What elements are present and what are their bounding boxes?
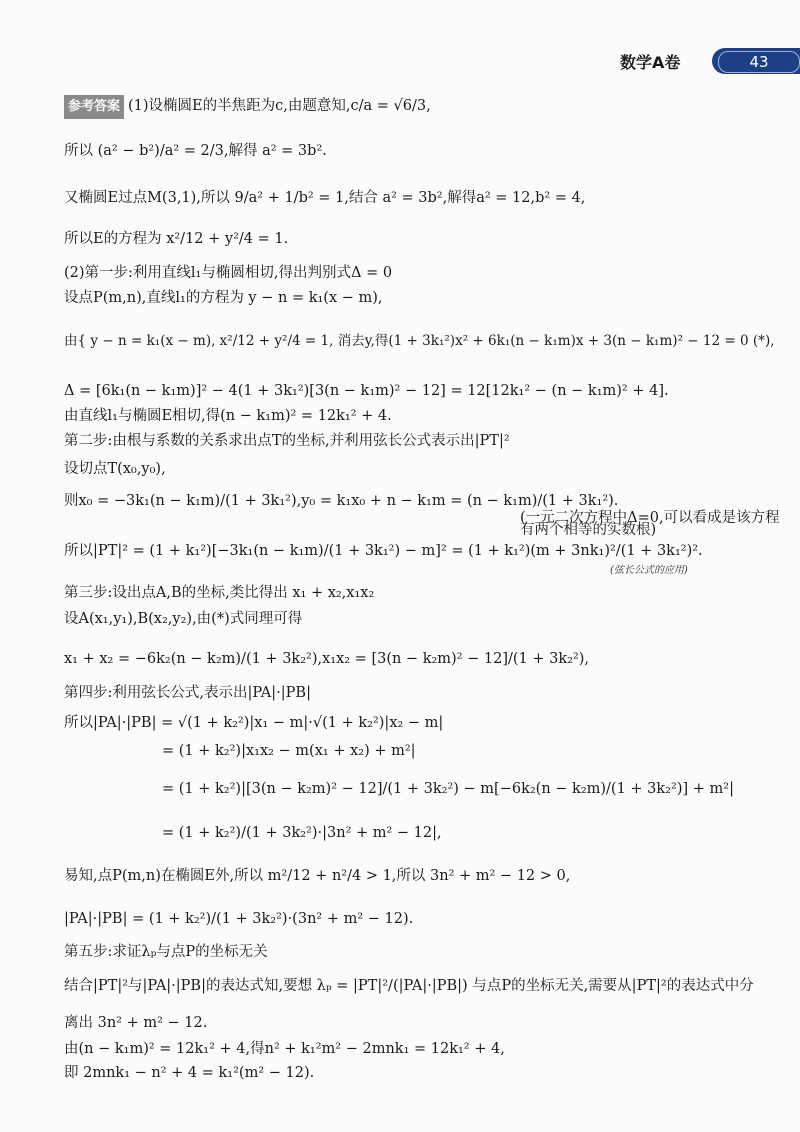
- vieta-note: (一元二次方程中Δ=0,可以看成是该方程有两个相等的实数根): [520, 510, 780, 538]
- line-7-system: 由{ y − n = k₁(x − m), x²/12 + y²/4 = 1, 消去y,得(1 + 3k₁²)x² + 6k₁(n − k₁m)x + 3(n − k₁m)² − 12 = 0 (*),: [64, 333, 775, 349]
- line-6: 设点P(m,n),直线l₁的方程为 y − n = k₁(x − m),: [64, 290, 383, 306]
- line-3: 又椭圆E过点M(3,1),所以 9/a² + 1/b² = 1,结合 a² = 3b²,解得a² = 12,b² = 4,: [64, 190, 586, 206]
- header-title: 数学A卷: [620, 53, 681, 72]
- answer-label: 参考答案: [64, 95, 124, 119]
- line-25: 结合|PT|²与|PA|·|PB|的表达式知,要想 λₚ = |PT|²/(|PA|·|PB|) 与点P的坐标无关,需要从|PT|²的表达式中分: [64, 978, 754, 994]
- line-27: 由(n − k₁m)² = 12k₁² + 4,得n² + k₁²m² − 2mnk₁ = 12k₁² + 4,: [64, 1041, 505, 1057]
- line-9: 由直线l₁与椭圆E相切,得(n − k₁m)² = 12k₁² + 4.: [64, 408, 392, 424]
- line-18: 所以|PA|·|PB| = √(1 + k₂²)|x₁ − m|·√(1 + k₂²)|x₂ − m|: [64, 715, 444, 731]
- line-12-tangent-point: 则x₀ = −3k₁(n − k₁m)/(1 + 3k₁²),y₀ = k₁x₀ + n − k₁m = (n − k₁m)/(1 + 3k₁²).: [64, 493, 619, 509]
- line-21: = (1 + k₂²)/(1 + 3k₂²)·|3n² + m² − 12|,: [162, 825, 442, 841]
- step-5-heading: 第五步:求证λₚ与点P的坐标无关: [64, 944, 268, 960]
- line-13-pt-squared: 所以|PT|² = (1 + k₁²)[−3k₁(n − k₁m)/(1 + 3k₁²) − m]² = (1 + k₁²)(m + 3nk₁)²/(1 + 3k₁²)².: [64, 543, 703, 559]
- line-28: 即 2mnk₁ − n² + 4 = k₁²(m² − 12).: [64, 1065, 315, 1081]
- step-2-heading: 第二步:由根与系数的关系求出点T的坐标,并利用弦长公式表示出|PT|²: [64, 433, 510, 449]
- page-number: 43: [718, 51, 800, 73]
- line-22: 易知,点P(m,n)在椭圆E外,所以 m²/12 + n²/4 > 1,所以 3n² + m² − 12 > 0,: [64, 868, 571, 884]
- step-1-heading: (2)第一步:利用直线l₁与椭圆相切,得出判别式Δ = 0: [64, 265, 393, 281]
- line-4: 所以E的方程为 x²/12 + y²/4 = 1.: [64, 231, 289, 247]
- step-4-heading: 第四步:利用弦长公式,表示出|PA|·|PB|: [64, 685, 311, 701]
- step-3-heading: 第三步:设出点A,B的坐标,类比得出 x₁ + x₂,x₁x₂: [64, 585, 375, 601]
- line-1: [64, 95, 431, 119]
- line-8-discriminant: Δ = [6k₁(n − k₁m)]² − 4(1 + 3k₁²)[3(n − k₁m)² − 12] = 12[12k₁² − (n − k₁m)² + 4].: [64, 383, 669, 399]
- page-number-badge: [712, 48, 800, 74]
- line-11: 设切点T(x₀,y₀),: [64, 461, 166, 477]
- line-1-text: (1)设椭圆E的半焦距为c,由题意知,c/a = √6/3,: [128, 98, 431, 114]
- line-26: 离出 3n² + m² − 12.: [64, 1015, 208, 1031]
- line-19: = (1 + k₂²)|x₁x₂ − m(x₁ + x₂) + m²|: [162, 743, 416, 759]
- line-23: |PA|·|PB| = (1 + k₂²)/(1 + 3k₂²)·(3n² + m² − 12).: [64, 911, 414, 927]
- chord-note: (弦长公式的应用): [610, 565, 688, 576]
- line-2: 所以 (a² − b²)/a² = 2/3,解得 a² = 3b².: [64, 143, 327, 159]
- line-20: = (1 + k₂²)|[3(n − k₂m)² − 12]/(1 + 3k₂²) − m[−6k₂(n − k₂m)/(1 + 3k₂²)] + m²|: [162, 781, 734, 797]
- line-16-vieta: x₁ + x₂ = −6k₂(n − k₂m)/(1 + 3k₂²),x₁x₂ = [3(n − k₂m)² − 12]/(1 + 3k₂²),: [64, 651, 590, 667]
- line-15: 设A(x₁,y₁),B(x₂,y₂),由(*)式同理可得: [64, 611, 303, 627]
